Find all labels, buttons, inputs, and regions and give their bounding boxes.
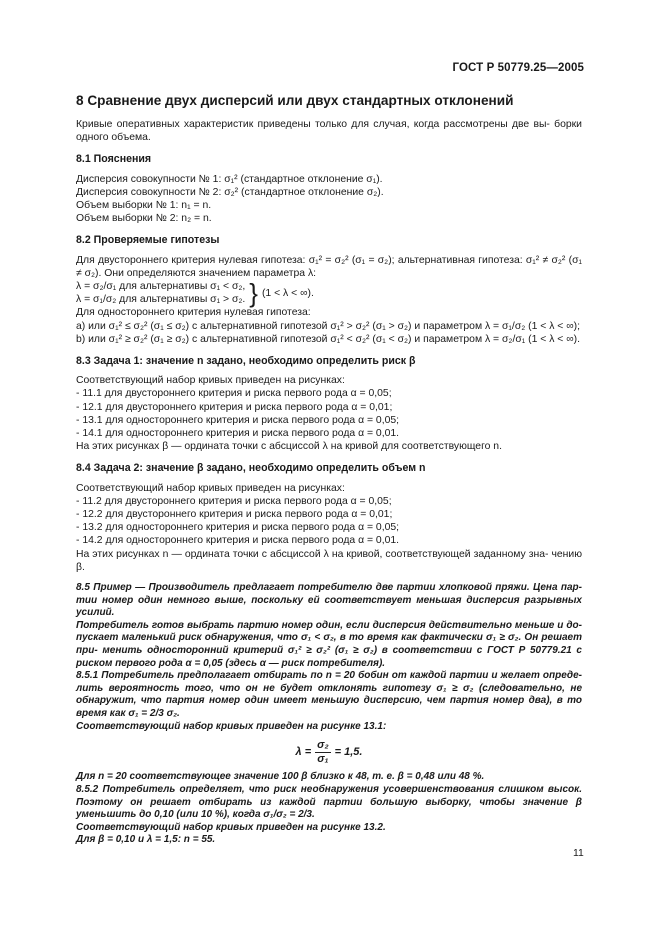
example-paragraph: Соответствующий набор кривых приведен на рисунке 13.1:	[76, 720, 387, 732]
subsection-8-3-title: 8.3 Задача 1: значение n задано, необходимо определить риск β	[76, 355, 416, 368]
s81-line: Дисперсия совокупности № 2: σ₂² (стандартное отклонение σ₂).	[76, 186, 384, 198]
lambda-definition	[76, 278, 582, 309]
s81-line: Дисперсия совокупности № 1: σ₁² (стандартное отклонение σ₁).	[76, 173, 383, 185]
s83-item: - 14.1 для одностороннего критерия и риска первого рода α = 0,01.	[76, 428, 400, 440]
s83-item: - 12.1 для двустороннего критерия и риска первого рода α = 0,01;	[76, 401, 393, 413]
lambda-line: λ = σ₂/σ₁ для альтернативы σ₁ < σ₂,	[76, 281, 246, 293]
brace-symbol: }	[249, 278, 258, 309]
page-number: 11	[573, 848, 584, 859]
formula-fraction	[315, 739, 331, 765]
formula-rhs: = 1,5.	[334, 746, 363, 759]
example-paragraph: Для β = 0,10 и λ = 1,5: n = 55.	[76, 834, 216, 846]
s84-item: - 11.2 для двустороннего критерия и риска первого рода α = 0,05;	[76, 495, 392, 507]
example-paragraph: 8.5.1 Потребитель предполагает отбирать по n = 20 бобин от каждой партии и желает опреде- лить вероятность того, что он не будет отклонять гипотезу σ₁ ≥ σ₂ (следовательно, не обнаружит, что партия номер один имеет меньшую дисперсию, чем партия номер два), в то время как σ₁ = 2/3 σ₂.	[76, 670, 582, 720]
standard-header: ГОСТ Р 50779.25—2005	[452, 62, 584, 74]
s84-tail: На этих рисунках n — ордината точки с абсциссой λ на кривой, соответствующей заданному зна- чению β.	[76, 548, 582, 573]
intro-paragraph: Кривые оперативных характеристик приведены только для случая, когда рассмотрены две вы- борки одного объема.	[76, 119, 582, 144]
example-paragraph: Соответствующий набор кривых приведен на рисунке 13.2.	[76, 821, 386, 833]
example-paragraph: 8.5 Пример — Производитель предлагает потребителю две партии хлопковой пряжи. Цена пар- тии номер один немного выше, поскольку ей соответствует меньшая дисперсия разрывных усилий.	[76, 582, 582, 619]
subsection-8-1-title: 8.1 Пояснения	[76, 153, 152, 166]
s83-tail: На этих рисунках β — ордината точки с абсциссой λ на кривой для соответствующего n.	[76, 441, 502, 453]
s83-lead: Соответствующий набор кривых приведен на рисунках:	[76, 375, 345, 387]
s82-paragraph-1: Для двустороннего критерия нулевая гипотеза: σ₁² = σ₂² (σ₁ = σ₂); альтернативная гипотеза: σ₁² ≠ σ₂² (σ₁ ≠ σ₂). Они определяются значением параметра λ:	[76, 254, 582, 279]
lambda-range: (1 < λ < ∞).	[261, 287, 314, 299]
s84-lead: Соответствующий набор кривых приведен на рисунках:	[76, 482, 345, 494]
page-content	[76, 88, 582, 847]
s84-item: - 14.2 для одностороннего критерия и риска первого рода α = 0,01.	[76, 535, 400, 547]
formula-lhs: λ =	[295, 746, 312, 759]
s82-item-a: а) или σ₁² ≤ σ₂² (σ₁ ≤ σ₂) с альтернативной гипотезой σ₁² > σ₂² (σ₁ > σ₂) и параметром λ = σ₁/σ₂ (1 < λ < ∞);	[76, 320, 581, 332]
formula-denominator: σ₁	[317, 752, 329, 765]
formula-numerator: σ₂	[317, 739, 329, 752]
example-block	[76, 582, 582, 847]
s84-item: - 12.2 для двустороннего критерия и риска первого рода α = 0,01;	[76, 509, 393, 521]
s83-item: - 11.1 для двустороннего критерия и риска первого рода α = 0,05;	[76, 388, 392, 400]
example-paragraph: 8.5.2 Потребитель определяет, что риск необнаружения усовершенствования слишком высок. Поэтому он решает отбирать из каждой партии большую выборку, чтобы значение β уменьшить до 0,10 (или 10 %), когда σ₁/σ₂ = 2/3.	[76, 784, 582, 821]
s83-item: - 13.1 для одностороннего критерия и риска первого рода α = 0,05;	[76, 414, 400, 426]
s82-paragraph-2: Для одностороннего критерия нулевая гипотеза:	[76, 307, 311, 319]
lambda-formula	[76, 739, 582, 765]
subsection-8-4-title: 8.4 Задача 2: значение β задано, необходимо определить объем n	[76, 462, 426, 475]
s82-item-b: b) или σ₁² ≥ σ₂² (σ₁ ≥ σ₂) с альтернативной гипотезой σ₁² < σ₂² (σ₁ < σ₂) и параметром λ = σ₂/σ₁ (1 < λ < ∞).	[76, 333, 581, 345]
s81-line: Объем выборки № 2: n₂ = n.	[76, 213, 212, 225]
subsection-8-2-title: 8.2 Проверяемые гипотезы	[76, 234, 220, 247]
s84-item: - 13.2 для одностороннего критерия и риска первого рода α = 0,05;	[76, 522, 400, 534]
lambda-line: λ = σ₁/σ₂ для альтернативы σ₁ > σ₂.	[76, 294, 246, 306]
s81-line: Объем выборки № 1: n₁ = n.	[76, 200, 212, 212]
example-paragraph: Для n = 20 соответствующее значение 100 β близко к 48, т. е. β = 0,48 или 48 %.	[76, 771, 485, 783]
section-title: 8 Сравнение двух дисперсий или двух стандартных отклонений	[76, 93, 514, 108]
example-paragraph: Потребитель готов выбрать партию номер один, если дисперсия действительно меньше и до- пускает маленький риск обнаружения, что σ₁ < σ₂, в то время как фактически σ₁ ≥ σ₂. Он решает при- менить односторонний критерий σ₁² ≥ σ₂² (σ₁ ≥ σ₂) в соответствии с ГОСТ Р 50779.21 с риском первого рода α = 0,05 (здесь α — риск потребителя).	[76, 619, 582, 669]
